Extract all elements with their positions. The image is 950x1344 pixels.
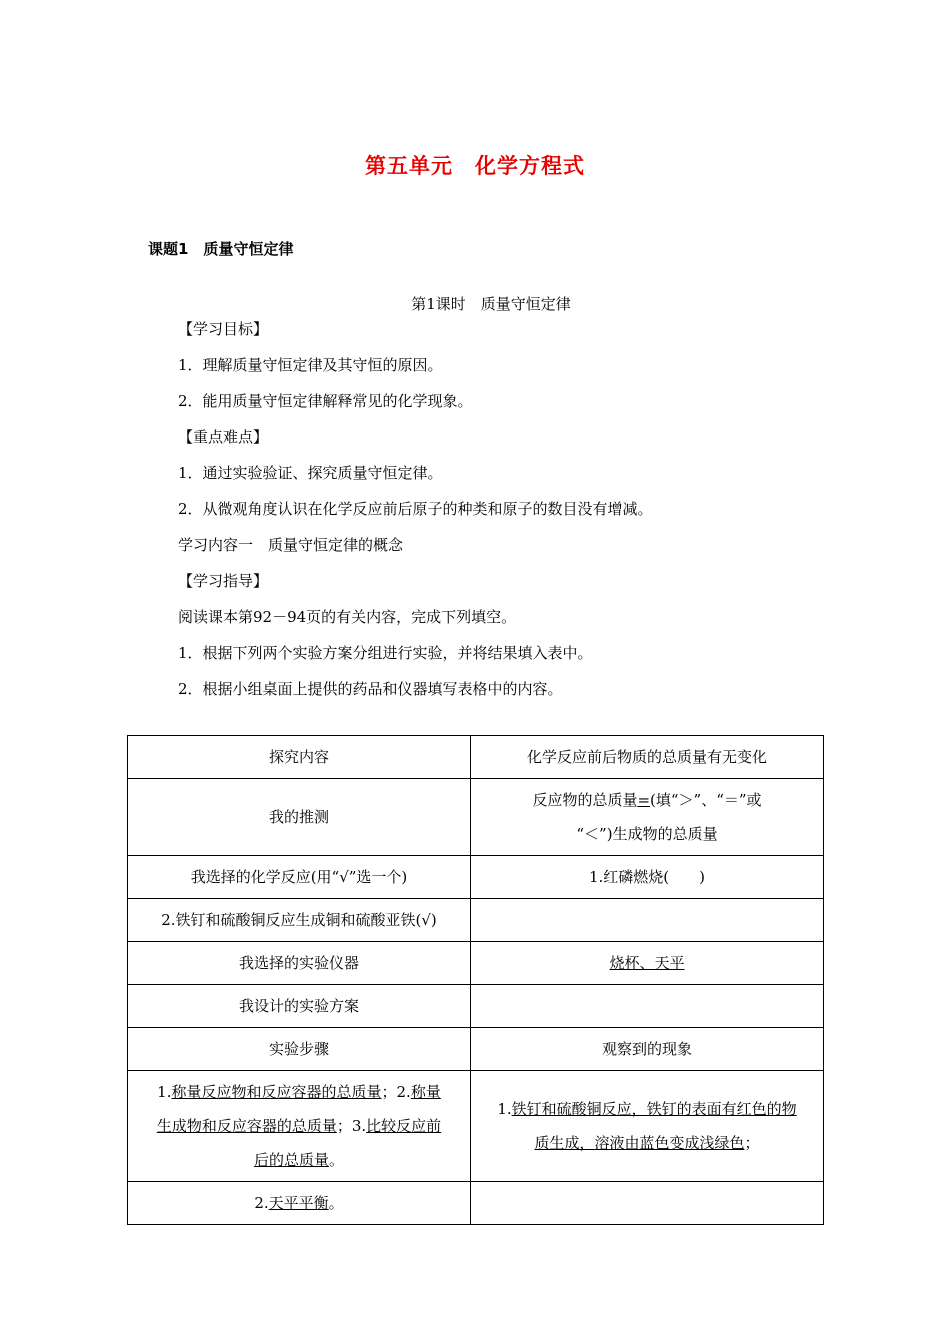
table-row (128, 1182, 824, 1225)
answer-blank: 后的总质量 (253, 1151, 329, 1169)
cell-text: 。 (329, 1151, 345, 1169)
cell-text: ；2. (381, 1083, 411, 1101)
table-cell: 探究内容 (128, 736, 471, 779)
table-cell: 我选择的实验仪器 (128, 942, 471, 985)
objective-item: 1．理解质量守恒定律及其守恒的原因。 (178, 356, 443, 374)
objectives-heading: 【学习目标】 (178, 320, 269, 338)
table-cell (471, 985, 824, 1028)
guide-item: 1．根据下列两个实验方案分组进行实验，并将结果填入表中。 (178, 644, 593, 662)
cell-text: “＜”)生成物的总质量 (576, 825, 718, 843)
table-cell: 观察到的现象 (471, 1028, 824, 1071)
table-cell (471, 942, 824, 985)
table-cell: 1.红磷燃烧( ) (471, 856, 824, 899)
guide-intro: 阅读课本第92－94页的有关内容，完成下列填空。 (178, 608, 517, 626)
table-row (128, 856, 824, 899)
table-cell (128, 1182, 471, 1225)
content-heading: 学习内容一 质量守恒定律的概念 (178, 536, 404, 554)
table-cell: 我设计的实验方案 (128, 985, 471, 1028)
answer-blank: 称量 (410, 1083, 441, 1101)
cell-text: ；3. (336, 1117, 367, 1135)
table-row (128, 985, 824, 1028)
table-cell: 化学反应前后物质的总质量有无变化 (471, 736, 824, 779)
lesson-title: 课题1 质量守恒定律 (148, 240, 294, 258)
objective-item: 2．能用质量守恒定律解释常见的化学现象。 (178, 392, 473, 410)
cell-text: (填“＞”、“＝”或 (650, 791, 762, 809)
answer-blank: 天平平衡 (268, 1194, 329, 1212)
table-cell (471, 899, 824, 942)
table-cell (471, 1182, 824, 1225)
page-title: 第五单元 化学方程式 (365, 154, 585, 178)
table-cell: 我选择的化学反应(用“√”选一个) (128, 856, 471, 899)
table-row (128, 736, 824, 779)
table-cell: 2.铁钉和硫酸铜反应生成铜和硫酸亚铁(√) (128, 899, 471, 942)
table-cell: 我的推测 (128, 779, 471, 856)
cell-text: 。 (328, 1194, 344, 1212)
table-cell (471, 779, 824, 856)
key-point-item: 2．从微观角度认识在化学反应前后原子的种类和原子的数目没有增减。 (178, 500, 653, 518)
cell-text: 1. (497, 1100, 512, 1118)
key-points-heading: 【重点难点】 (178, 428, 269, 446)
table-cell (471, 1071, 824, 1182)
cell-text: ； (744, 1134, 760, 1152)
answer-blank: 质生成，溶液由蓝色变成浅绿色 (534, 1134, 745, 1152)
guide-item: 2．根据小组桌面上提供的药品和仪器填写表格中的内容。 (178, 680, 563, 698)
table-row (128, 779, 824, 856)
key-point-item: 1．通过实验验证、探究质量守恒定律。 (178, 464, 443, 482)
period-title: 第1课时 质量守恒定律 (411, 295, 571, 313)
answer-blank: 比较反应前 (366, 1117, 442, 1135)
guide-heading: 【学习指导】 (178, 572, 269, 590)
table-row (128, 899, 824, 942)
experiment-table (127, 735, 824, 1225)
table-cell: 实验步骤 (128, 1028, 471, 1071)
answer-blank: = (637, 791, 651, 809)
answer-blank: 称量反应物和反应容器的总质量 (171, 1083, 382, 1101)
answer-blank: 烧杯、天平 (609, 954, 685, 972)
cell-text: 1. (157, 1083, 172, 1101)
table-row (128, 942, 824, 985)
table-row (128, 1071, 824, 1182)
table-row (128, 1028, 824, 1071)
answer-blank: 生成物和反应容器的总质量 (156, 1117, 337, 1135)
answer-blank: 铁钉和硫酸铜反应，铁钉的表面有红色的物 (511, 1100, 797, 1118)
table-cell (128, 1071, 471, 1182)
cell-text: 2. (254, 1194, 269, 1212)
cell-text: 反应物的总质量 (532, 791, 638, 809)
